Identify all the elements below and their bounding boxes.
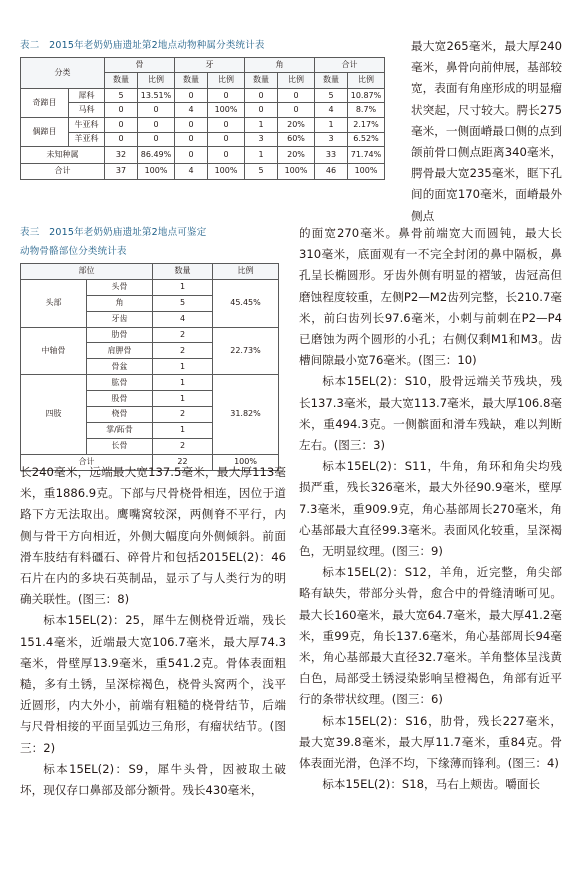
- table3-part: 桡骨: [87, 407, 153, 423]
- table-row: [21, 147, 385, 163]
- table3-group-label: 头部: [21, 279, 87, 327]
- table-cell: 1: [245, 147, 278, 163]
- table-cell: 0: [138, 103, 175, 118]
- table3-total-ratio: 100%: [213, 454, 279, 470]
- paragraph: 标本15EL(2)：S12，羊角，近完整，角尖部略有缺失，带部分头骨，愈合中的骨缝清晰可见。最大长160毫米，最大宽64.7毫米，最大厚41.2毫米，重99克，角长137.6毫米，角心基部周长94毫米，角心基部最大直径32.7毫米。羊角整体呈浅黄白色，局部受土锈浸染影响呈橙褐色，角部有近平行的条带状纹理。(图三：6): [299, 565, 562, 707]
- table3-group-ratio: 22.73%: [213, 327, 279, 375]
- table2-group-label: 奇蹄目: [21, 88, 69, 117]
- table3-part: 骨盆: [87, 359, 153, 375]
- table3-part: 股骨: [87, 391, 153, 407]
- table3-count: 1: [153, 422, 213, 438]
- table3-count: 1: [153, 375, 213, 391]
- table2-subheader: 比例: [348, 72, 385, 88]
- table3-count: 1: [153, 391, 213, 407]
- table-cell: 5: [105, 88, 138, 103]
- table3-count: 2: [153, 343, 213, 359]
- table-cell: 10.87%: [348, 88, 385, 103]
- right-top-text: [411, 36, 562, 227]
- table-cell: 0: [175, 118, 208, 133]
- table-cell: 0: [105, 118, 138, 133]
- table3-part: 头骨: [87, 279, 153, 295]
- table-cell: 37: [105, 163, 138, 179]
- table-cell: 20%: [278, 147, 315, 163]
- table-cell: 60%: [278, 132, 315, 147]
- paragraph: 标本15EL(2)：S11，牛角，角环和角尖均残损严重，残长326毫米，最大外径90.9毫米，壁厚7.3毫米，重909.9克，角心基部周长270毫米，角心基部最大直径99.3毫米。表面风化较重，呈深褐色，无明显纹理。(图三：9): [299, 459, 562, 559]
- table3-part: 肱骨: [87, 375, 153, 391]
- table-cell: 3: [245, 132, 278, 147]
- table-cell: 4: [175, 103, 208, 118]
- paragraph: 最大宽265毫米，最大厚240毫米，鼻骨向前伸展，基部较宽，表面有角座形成的明显瘤状突起，尺寸较大。腭长275毫米，一侧面嵴最口侧的点到颌前骨口侧点距离340毫米，腭骨最大宽235毫米，眶下孔间的面宽170毫米，面嵴最外侧点: [411, 39, 562, 223]
- table-cell: 100%: [348, 163, 385, 179]
- table3-part: 肩胛骨: [87, 343, 153, 359]
- table-cell: 0: [138, 118, 175, 133]
- table-cell: 0: [105, 132, 138, 147]
- table2-subheader: 数量: [315, 72, 348, 88]
- table2-header-horn: 角: [245, 58, 315, 73]
- table3-part: 肋骨: [87, 327, 153, 343]
- table3-total-count: 22: [153, 454, 213, 470]
- table-cell: 100%: [278, 163, 315, 179]
- table-cell: 0: [175, 88, 208, 103]
- table2-header-tooth: 牙: [175, 58, 245, 73]
- table-cell: 5: [315, 88, 348, 103]
- table3-header-part: 部位: [21, 264, 153, 280]
- table3-count: 1: [153, 279, 213, 295]
- table2-row-name: 未知种属: [21, 147, 105, 163]
- table2-caption: 表二 2015年老奶奶庙遗址第2地点动物种属分类统计表: [20, 40, 265, 51]
- table3-group-ratio: 45.45%: [213, 279, 279, 327]
- table-cell: 0: [208, 147, 245, 163]
- paragraph: 标本15EL(2)：S18，马右上颊齿。嚼面长: [322, 777, 540, 792]
- table-cell: 0: [245, 88, 278, 103]
- table-cell: 0: [278, 88, 315, 103]
- table-row: [21, 118, 385, 133]
- table3-count: 2: [153, 327, 213, 343]
- table2-species-stats: [20, 57, 385, 180]
- table-cell: 100%: [208, 163, 245, 179]
- table3-part-stats: [20, 263, 279, 471]
- table-cell: 33: [315, 147, 348, 163]
- left-column-text: [20, 462, 286, 801]
- table3-total-label: 合计: [21, 454, 153, 470]
- table2-total-label: 合计: [21, 163, 105, 179]
- table-cell: 8.7%: [348, 103, 385, 118]
- table2-row-name: 犀科: [69, 88, 105, 103]
- table2-row-name: 马科: [69, 103, 105, 118]
- table-cell: 100%: [208, 103, 245, 118]
- table-cell: 0: [208, 88, 245, 103]
- table-cell: 32: [105, 147, 138, 163]
- table-cell: 13.51%: [138, 88, 175, 103]
- paragraph: 长240毫米，远端最大宽137.5毫米，最大厚113毫米，重1886.9克。下部与尺骨桡骨相连，因位于道路下方无法取出。鹰嘴窝较深，两侧脊不平行，内侧与骨干方向相近，外侧大幅度向外侧倾斜。前面滑车肢结有料礓石、碎骨片和包括2015EL(2)：46石片在内的多块石英制品，显示了与人类行为的明确关联性。(图三：8): [20, 465, 286, 607]
- table3-count: 5: [153, 295, 213, 311]
- table2-group-label: 偶蹄目: [21, 118, 69, 147]
- table2-header-category: 分类: [21, 58, 105, 89]
- table-cell: 0: [245, 103, 278, 118]
- table3-count: 1: [153, 359, 213, 375]
- table-cell: 0: [278, 103, 315, 118]
- table-row: [21, 88, 385, 103]
- table-cell: 86.49%: [138, 147, 175, 163]
- table-cell: 71.74%: [348, 147, 385, 163]
- table-row: [21, 103, 385, 118]
- paragraph: 标本15EL(2)：S9，犀牛头骨，因被取土破坏，现仅存口鼻部及部分额骨。残长430毫米，: [20, 761, 286, 798]
- table2-row-name: 羊亚科: [69, 132, 105, 147]
- table-cell: 4: [175, 163, 208, 179]
- table-cell: 6.52%: [348, 132, 385, 147]
- table3-count: 4: [153, 311, 213, 327]
- table3-caption-line1: 表三 2015年老奶奶庙遗址第2地点可鉴定: [20, 227, 207, 238]
- table-cell: 0: [105, 103, 138, 118]
- table3-group-label: 四肢: [21, 375, 87, 454]
- table-cell: 5: [245, 163, 278, 179]
- paragraph: 标本15EL(2)：S10，股骨远端关节残块，残长137.3毫米，最大宽113.7毫米，最大厚106.8毫米，重494.3克。一侧髌面和滑车残缺，难以判断左右。(图三：3): [299, 374, 562, 453]
- table-cell: 20%: [278, 118, 315, 133]
- table2-subheader: 数量: [105, 72, 138, 88]
- table2-row-name: 牛亚科: [69, 118, 105, 133]
- table-row: [21, 375, 279, 391]
- table-cell: 0: [175, 147, 208, 163]
- table-cell: 46: [315, 163, 348, 179]
- table-cell: 0: [208, 118, 245, 133]
- table3-group-label: 中轴骨: [21, 327, 87, 375]
- table-cell: 1: [245, 118, 278, 133]
- table-cell: 3: [315, 132, 348, 147]
- table-row: [21, 279, 279, 295]
- table3-count: 2: [153, 438, 213, 454]
- table2-subheader: 比例: [278, 72, 315, 88]
- table-cell: 100%: [138, 163, 175, 179]
- table2-subheader: 数量: [175, 72, 208, 88]
- table3-part: 牙齿: [87, 311, 153, 327]
- table-cell: 0: [138, 132, 175, 147]
- table2-subheader: 比例: [208, 72, 245, 88]
- table3-part: 掌/跖骨: [87, 422, 153, 438]
- table-row: [21, 132, 385, 147]
- table3-header-count: 数量: [153, 264, 213, 280]
- table-row: [21, 327, 279, 343]
- paragraph: 标本15EL(2)：S16，肋骨，残长227毫米，最大宽39.8毫米，最大厚11.7毫米，重84克。骨体表面光滑，色泽不均，下缘薄而锋利。(图三：4): [299, 713, 562, 771]
- table2-subheader: 比例: [138, 72, 175, 88]
- paragraph: 的面宽270毫米。鼻骨前端宽大而圆钝，最大长310毫米，底面观有一不完全封闭的鼻中隔板，鼻孔呈长椭圆形。牙齿外侧有明显的褶皱，齿冠高但磨蚀程度较重，左侧P2—M2齿列完整，长210.7毫米，前臼齿列长97.6毫米，小刺与前刺在P2—P4已磨蚀为两个圆形的小孔；右侧仅剩M1和M3。齿槽间隙最小宽76毫米。(图三：10): [299, 226, 562, 368]
- table-cell: 0: [208, 132, 245, 147]
- table3-caption-line2: 动物骨骼部位分类统计表: [20, 246, 127, 257]
- table3-part: 角: [87, 295, 153, 311]
- table-cell: 2.17%: [348, 118, 385, 133]
- right-column-text: [299, 223, 562, 795]
- table-row: [21, 163, 385, 179]
- table3-group-ratio: 31.82%: [213, 375, 279, 454]
- paragraph: 标本15EL(2)：25，犀牛左侧桡骨近端，残长151.4毫米，近端最大宽106.7毫米，最大厚74.3毫米，骨壁厚13.9毫米，重541.2克。骨体表面粗糙，多有土锈，呈深棕褐色，桡骨头窝两个，浅平近圆形，内大外小，前端有粗糙的桡骨结节，后端与尺骨相接的平面呈弧边三角形，有瘤状结节。(图三：2): [20, 613, 286, 755]
- table2-header-bone: 骨: [105, 58, 175, 73]
- table2-header-total: 合计: [315, 58, 385, 73]
- table2-subheader: 数量: [245, 72, 278, 88]
- table3-part: 长骨: [87, 438, 153, 454]
- table-cell: 4: [315, 103, 348, 118]
- table-cell: 0: [175, 132, 208, 147]
- table3-count: 2: [153, 407, 213, 423]
- table-cell: 1: [315, 118, 348, 133]
- table3-header-ratio: 比例: [213, 264, 279, 280]
